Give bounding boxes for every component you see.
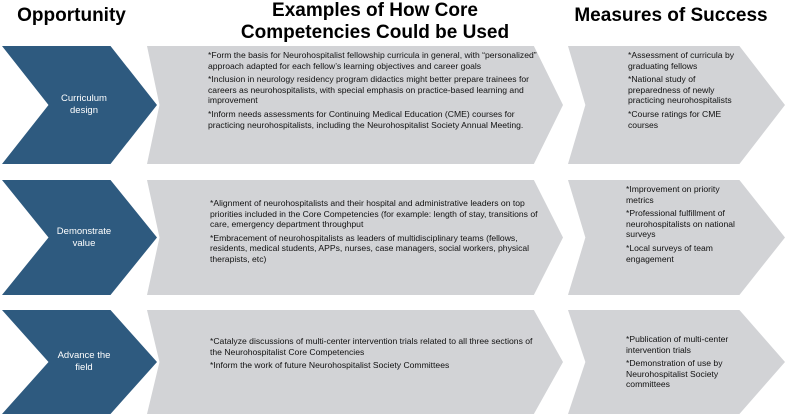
measure-item: *Publication of multi-center intervention trials	[626, 334, 729, 355]
example-item: *Inclusion in neurology residency program didactics might better prepare trainees for careers as neurohospitalists, with special emphasis on practice-based learning and improvement	[208, 74, 529, 106]
row-2-opportunity-label: Demonstrate value	[56, 225, 112, 249]
row-1-opportunity-label: Curriculum design	[61, 93, 107, 116]
header-opportunity: Opportunity	[17, 5, 126, 26]
row-1-measures-text	[628, 50, 736, 133]
example-item: *Inform needs assessments for Continuing Medical Education (CME) courses for practicing neurohospitalists, including the Neurohospitalist Society Annual Meeting.	[208, 108, 524, 130]
example-item: *Inform the work of future Neurohospitalist Society Committees	[210, 360, 450, 371]
row-1-examples-text	[208, 50, 544, 133]
example-item: *Form the basis for Neurohospitalist fellowship curricula in general, with “personalized” approach adapted for each fellow’s learning objectives and career goals	[208, 50, 537, 71]
measure-item: *Course ratings for CME courses	[628, 108, 722, 130]
row-2-examples-text	[210, 198, 544, 268]
example-item: *Catalyze discussions of multi-center intervention trials related to all three sections of the Neurohospitalist Core Competencies	[210, 336, 533, 357]
example-item: *Alignment of neurohospitalists and their hospital and administrative leaders on top priorities included in the Core Competencies (for example: length of stay, transitions of care, emergency department throughput	[210, 198, 538, 230]
row-3-examples-text	[210, 336, 544, 374]
example-item: *Embracement of neurohospitalists as leaders of multidisciplinary teams (fellows, residents, medical students, APPs, nurses, case managers, social workers, physical therapists, etc)	[210, 232, 530, 264]
measure-item: *Improvement on priority metrics	[626, 184, 720, 205]
measure-item: *National study of preparedness of newly practicing neurohospitalists	[628, 74, 732, 106]
header-examples: Examples of How Core Competencies Could be Used	[240, 0, 510, 43]
measure-item: *Professional fulfillment of neurohospitalists on national surveys	[626, 208, 735, 240]
measure-item: *Demonstration of use by Neurohospitalist Society committees	[626, 358, 723, 390]
measure-item: *Assessment of curricula by graduating fellows	[628, 50, 735, 71]
measure-item: *Local surveys of team engagement	[626, 242, 713, 264]
row-3-opportunity-label: Advance the field	[57, 350, 111, 373]
row-3-measures-text	[626, 334, 738, 393]
row-2-measures-text	[626, 184, 738, 267]
header-measures: Measures of Success	[574, 5, 768, 26]
